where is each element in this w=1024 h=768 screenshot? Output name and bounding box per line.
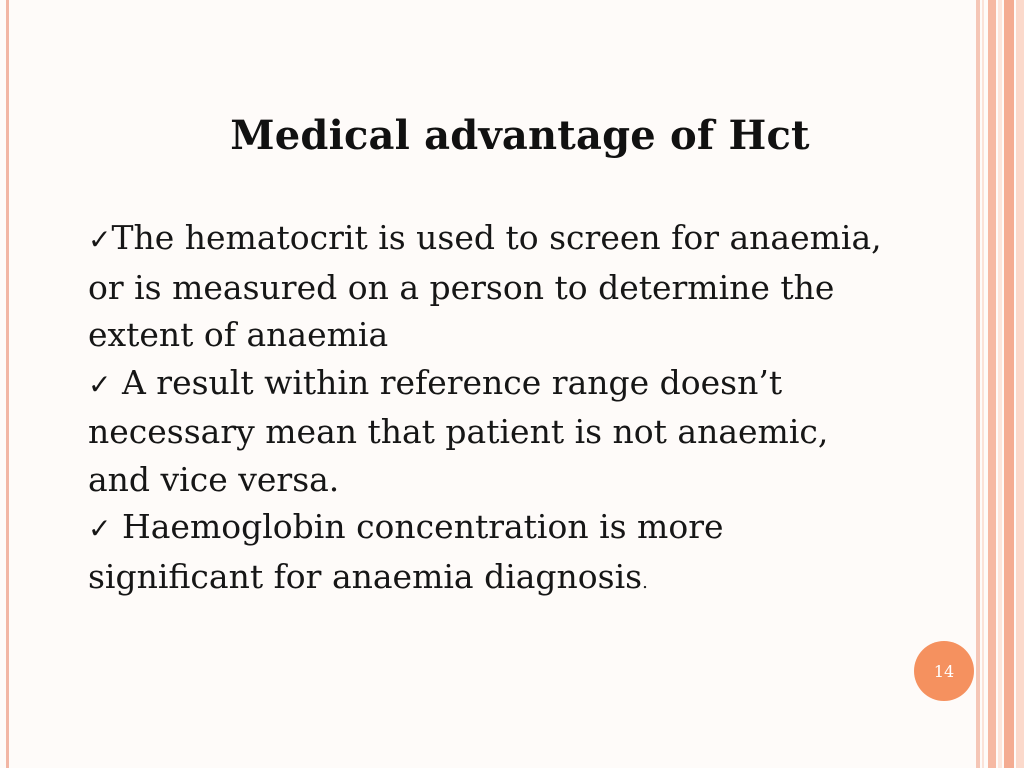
- bullet-text: The hematocrit is used to screen for anaemia, or is measured on a person to determine the extent of anaemia: [88, 218, 882, 354]
- bullet-item: [88, 214, 888, 359]
- bullet-text: A result within reference range doesn’t necessary mean that patient is not anaemic, and vice versa.: [88, 362, 829, 499]
- bullet-item: [88, 503, 888, 606]
- bullet-text: Haemoglobin concentration is more significant for anaemia diagnosis: [88, 507, 724, 596]
- checkmark-icon: ✓: [88, 367, 112, 401]
- bullet-tail: .: [642, 571, 648, 593]
- checkmark-icon: ✓: [88, 512, 112, 545]
- slide-title: Medical advantage of Hct: [230, 112, 810, 159]
- page-number-badge: [914, 641, 974, 701]
- page-number: 14: [933, 661, 955, 681]
- bullet-item: [88, 359, 888, 504]
- bullet-list: [88, 214, 888, 606]
- checkmark-icon: ✓: [88, 223, 112, 256]
